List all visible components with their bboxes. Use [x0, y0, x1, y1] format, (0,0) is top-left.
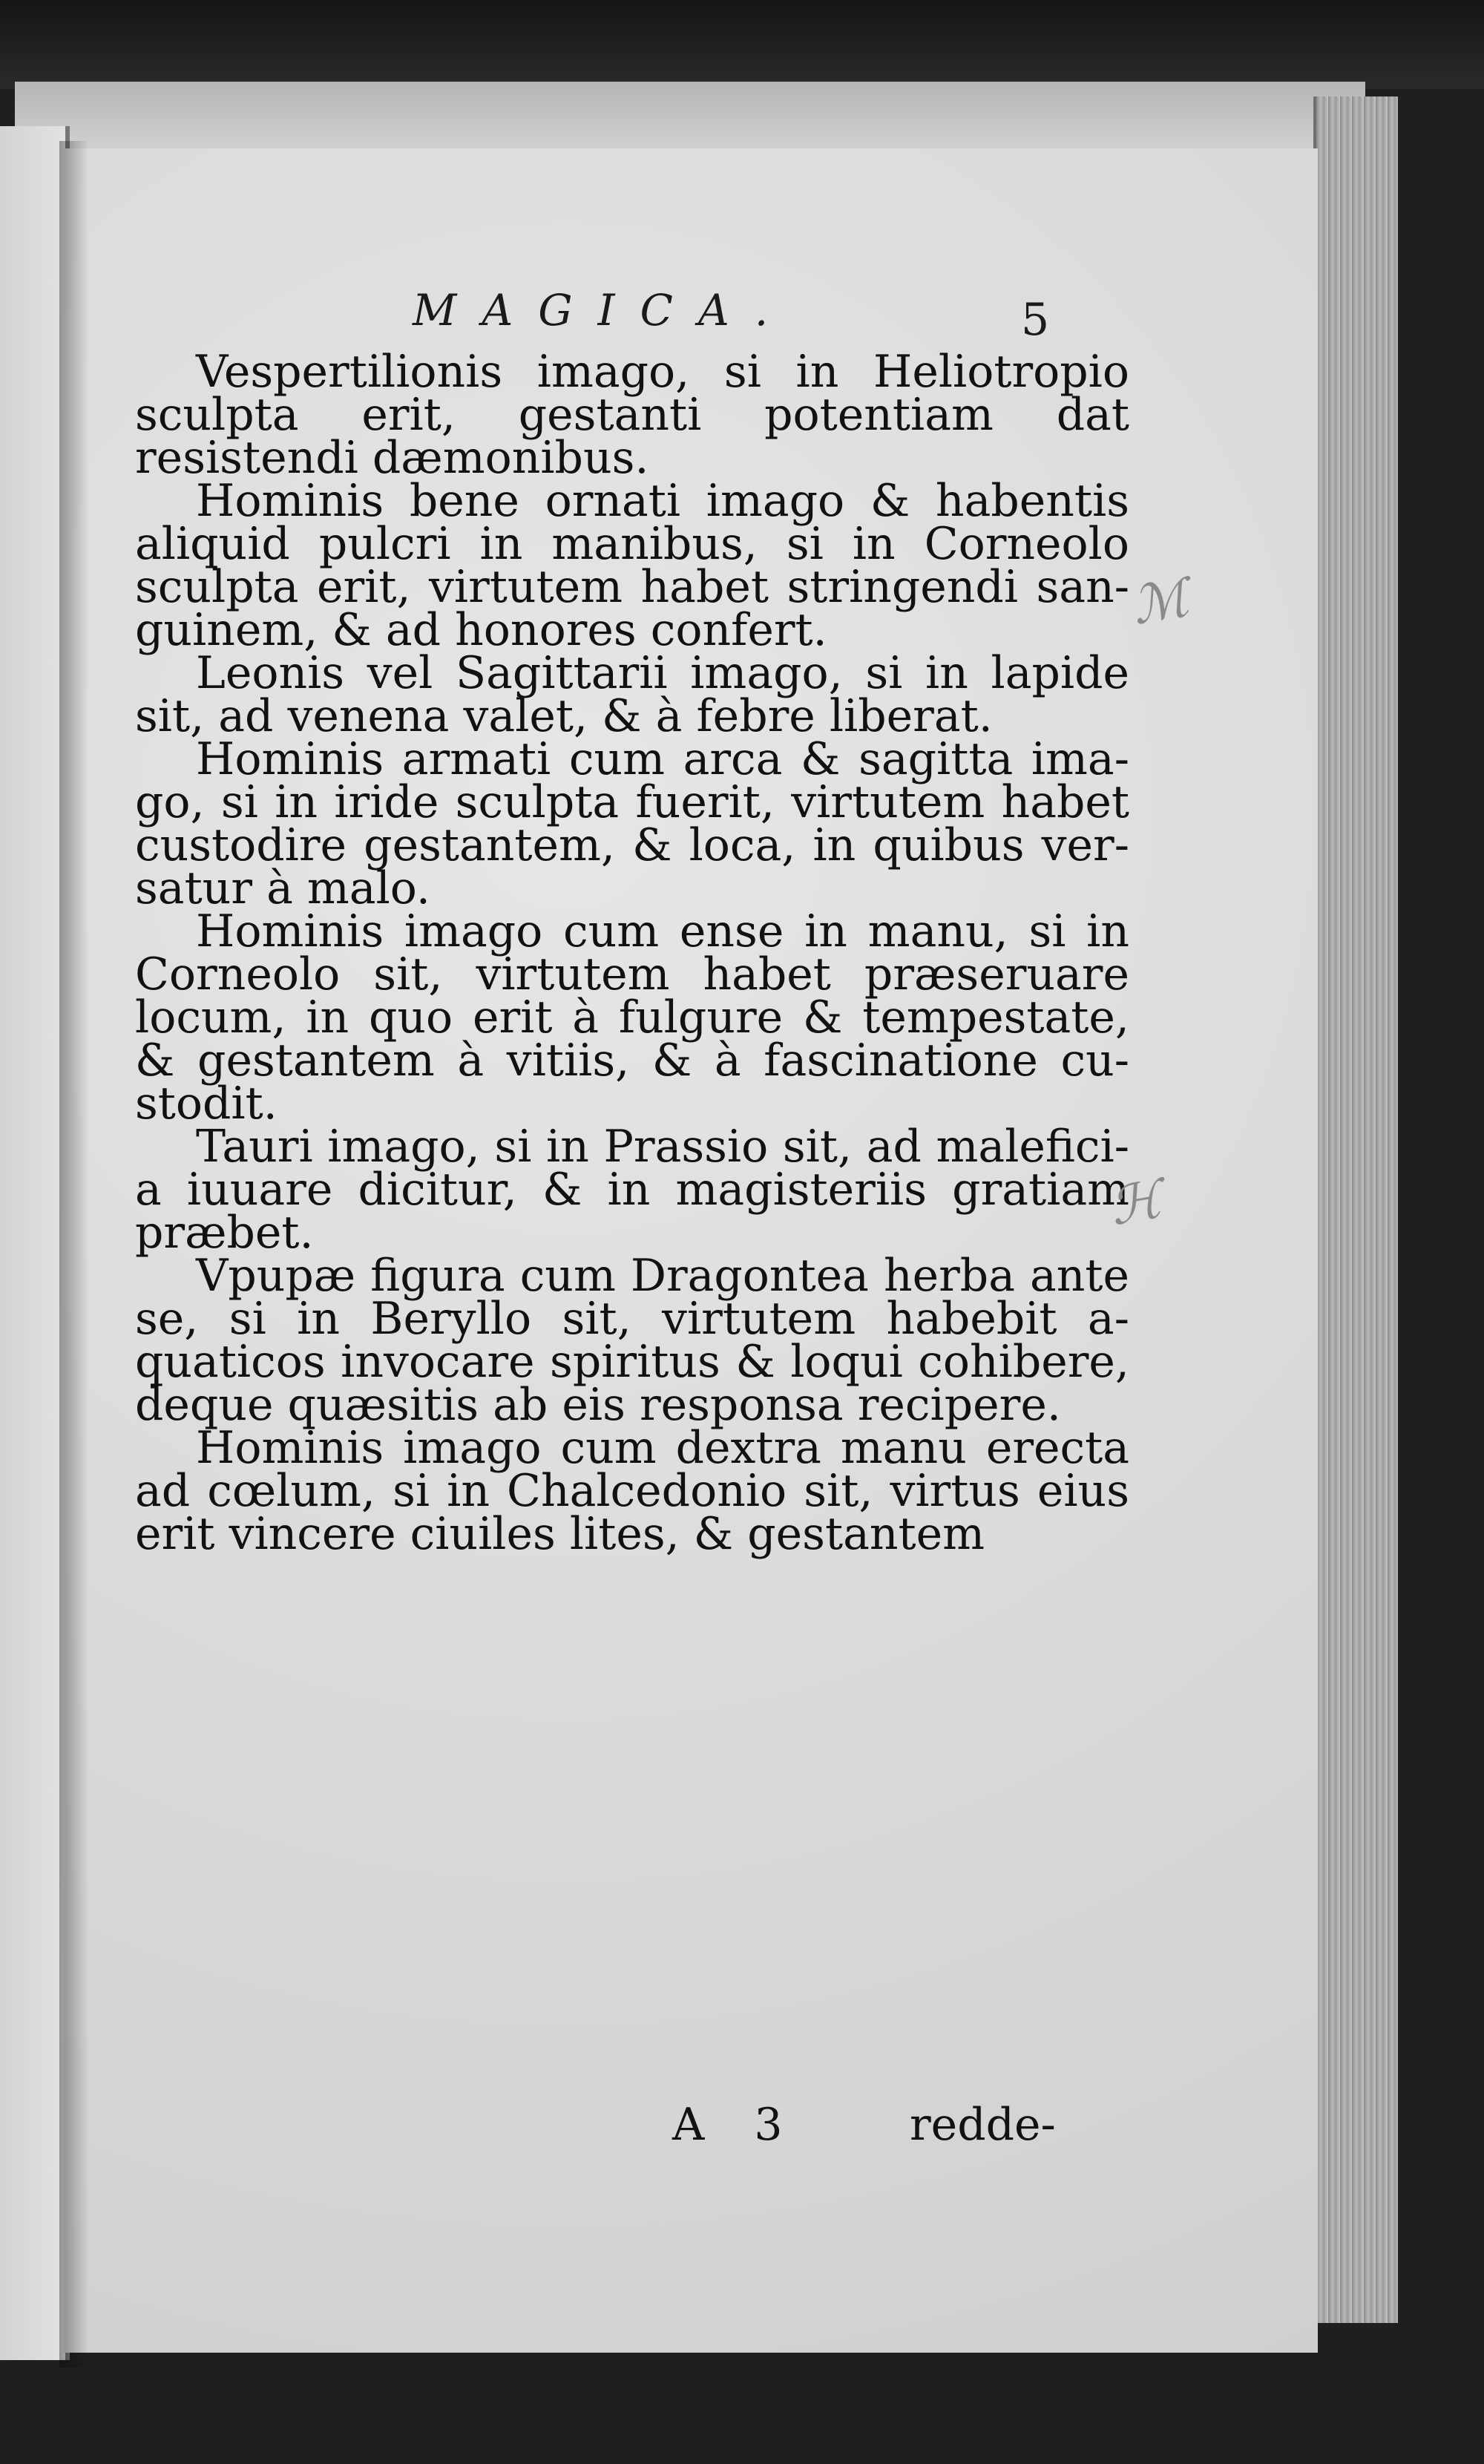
page-number: 5 — [1021, 294, 1050, 346]
handwritten-margin-mark: ℋ — [1105, 1168, 1166, 1238]
page-top-edge — [15, 82, 1365, 153]
page-stack-edge — [1313, 96, 1398, 2323]
paragraph: Leonis vel Sagittarii imago, si in lapide sit, ad venena valet, & à febre liberat. — [135, 647, 1129, 742]
signature-mark: A 3 — [672, 2099, 801, 2151]
paragraph: Hominis bene ornati imago & habentis aliquid pulcri in manibus, si in Corneolo sculpta erit, virtutem habet stringendi sanguinem, & ad honores confert. — [135, 475, 1129, 656]
handwritten-margin-mark: ℳ — [1127, 567, 1193, 637]
background-top — [0, 0, 1484, 89]
spine-shadow — [59, 141, 89, 2368]
paragraph: Hominis imago cum ense in manu, si in Corneolo sit, virtutem habet præseruare locum, in quo erit à fulgure & tempestate, & gestantem à vitiis, & à fascinatione custodit. — [135, 905, 1129, 1130]
running-head: MAGICA. — [413, 285, 794, 335]
paragraph: Vpupæ figura cum Dragontea herba ante se, si in Beryllo sit, virtutem habebit aquaticos invocare spiritus & loqui cohibere, deque quæsitis ab eis responsa recipere. — [135, 1250, 1129, 1431]
paragraph: Hominis imago cum dextra manu erecta ad cœlum, si in Chalcedonio sit, virtus eius erit vincere ciuiles lites, & gestantem — [135, 1422, 1129, 1560]
paragraph: Hominis armati cum arca & sagitta imago, si in iride sculpta fuerit, virtutem habet custodire gestantem, & loca, in quibus versatur à malo. — [135, 733, 1129, 914]
body-text — [135, 346, 1129, 1560]
paragraph: Tauri imago, si in Prassio sit, ad maleficia iuuare dicitur, & in magisteriis gratiam præbet. — [135, 1121, 1129, 1259]
book-page — [64, 148, 1318, 2353]
catchword: redde- — [910, 2099, 1056, 2151]
paragraph: Vespertilionis imago, si in Heliotropio sculpta erit, gestanti potentiam dat resistendi dæmonibus. — [135, 346, 1129, 484]
